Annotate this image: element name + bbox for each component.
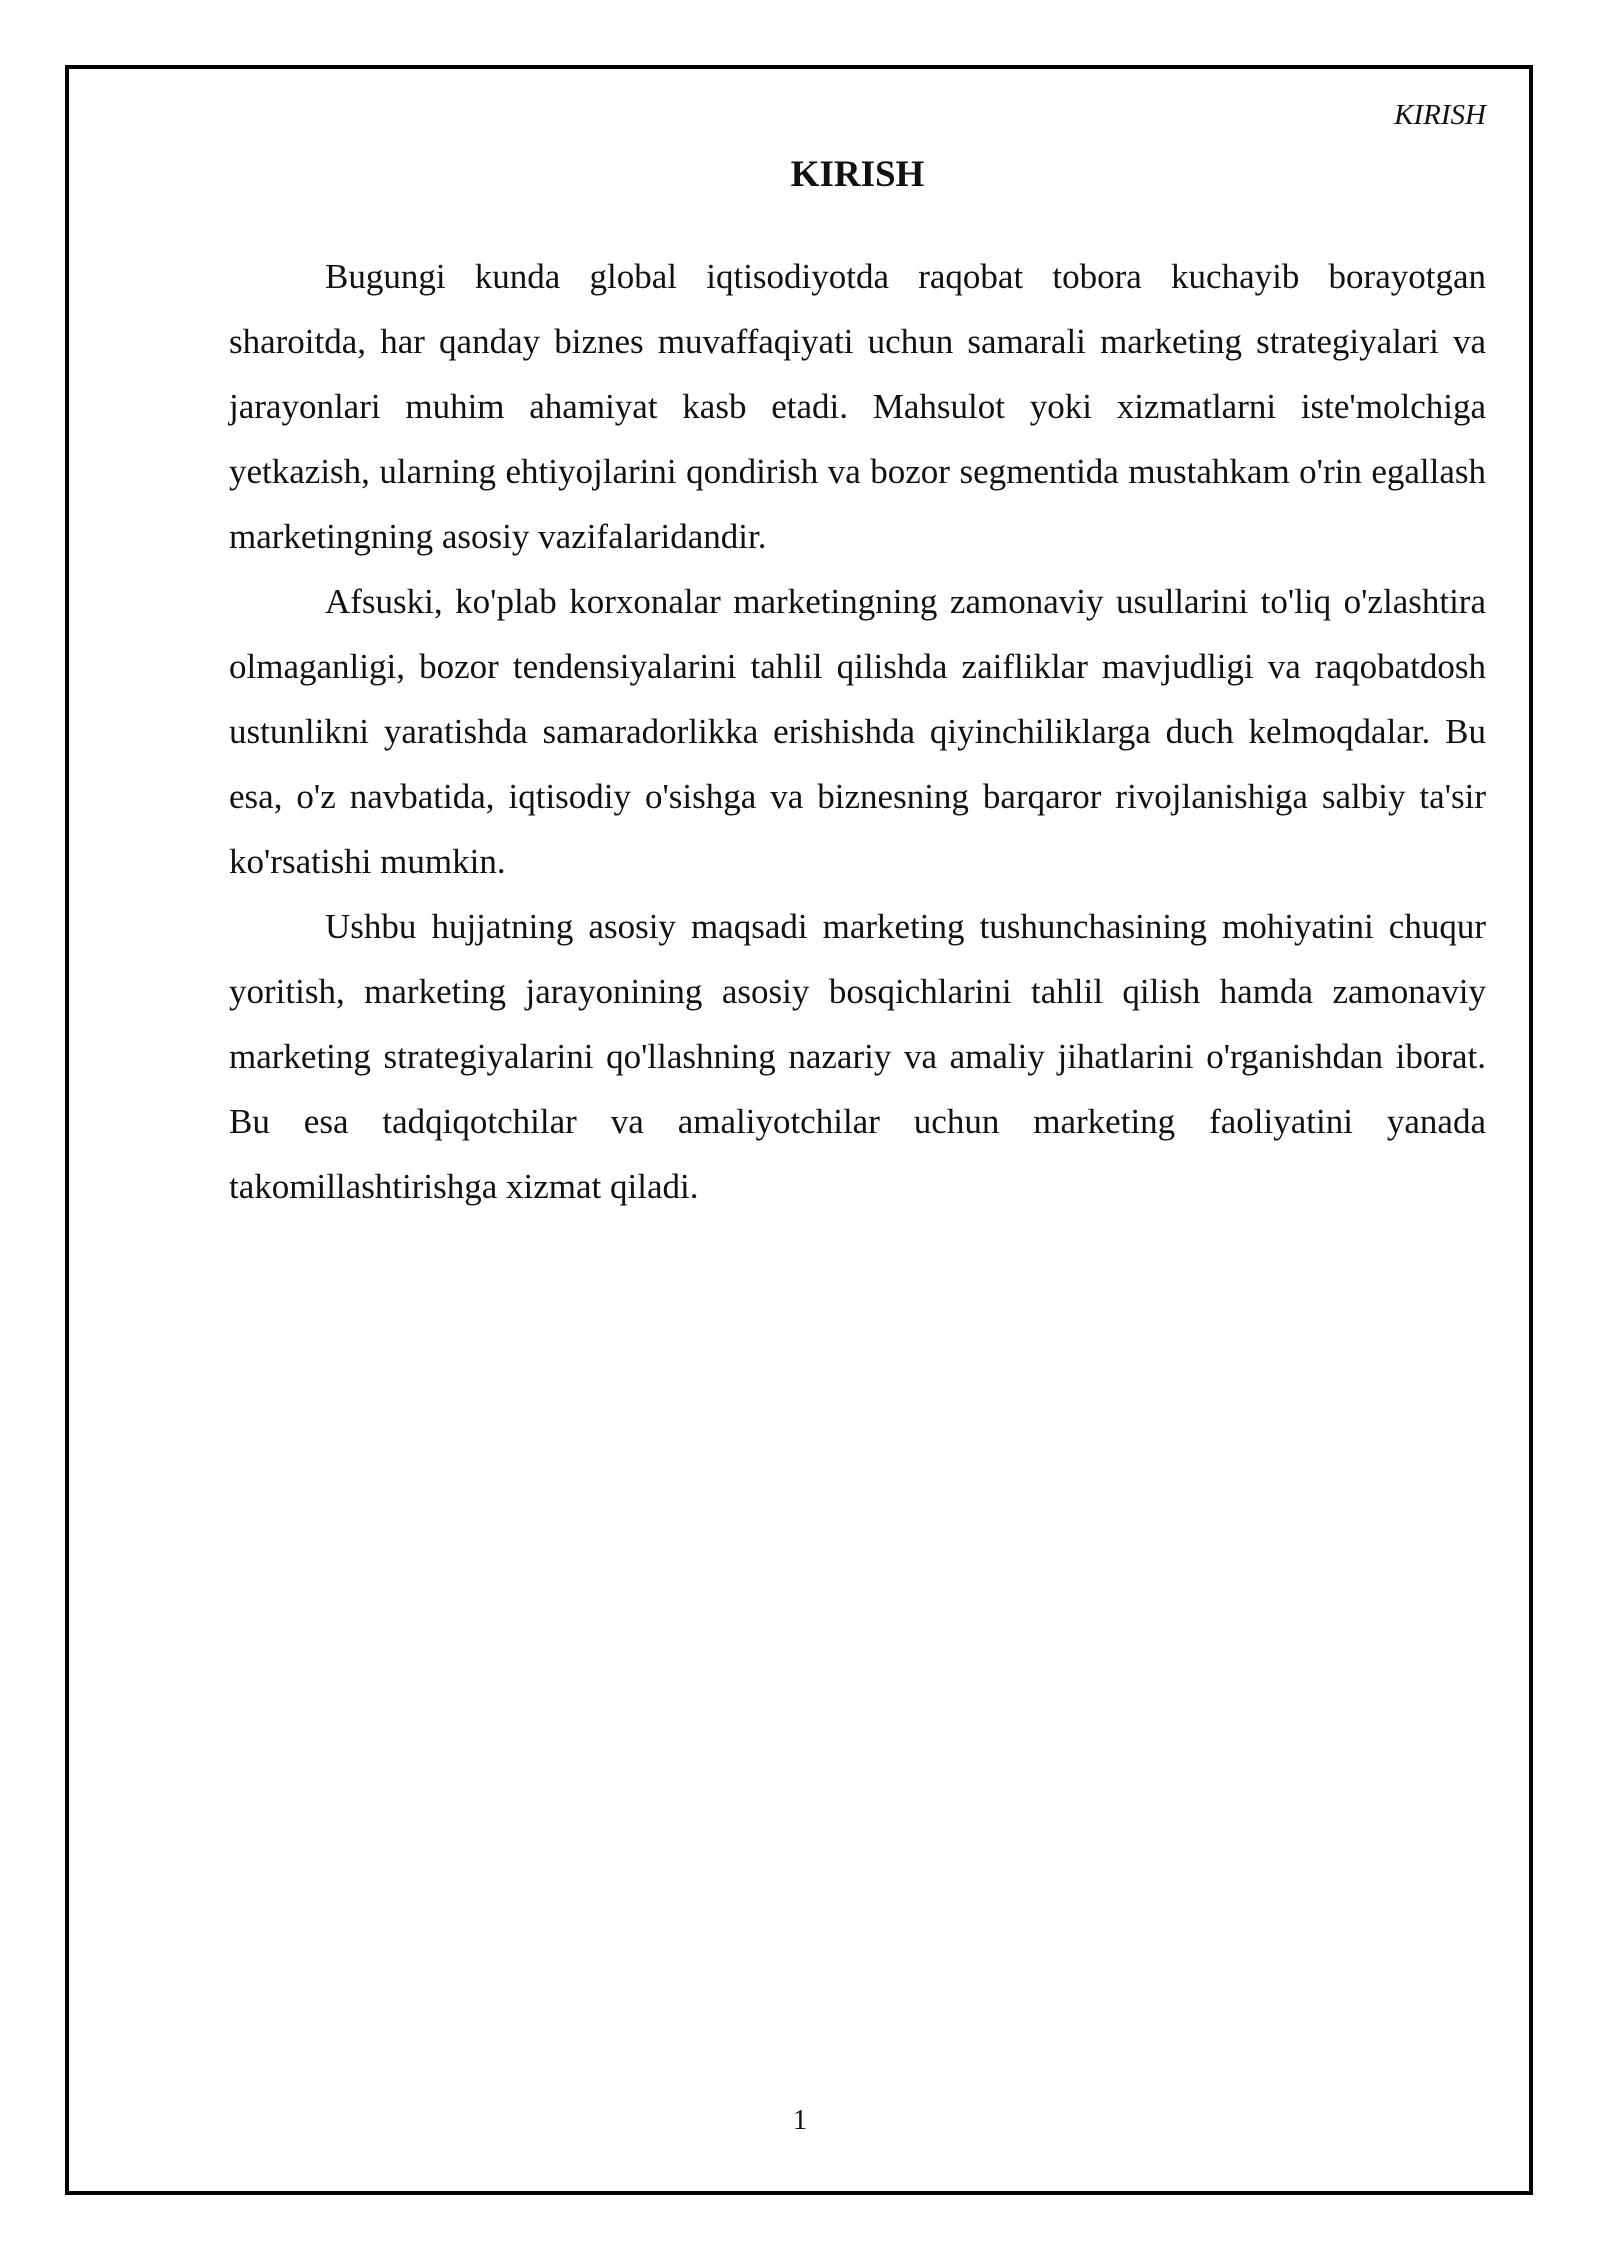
paragraph-3: Ushbu hujjatning asosiy maqsadi marketing tushunchasining mohiyatini chuqur yoritish, marketing jarayonining asosiy bosqichlarini tahlil qilish hamda zamonaviy marketing strategiyalarini qo'llashning nazariy va amaliy jihatlarini o'rganishdan iborat. Bu esa tadqiqotchilar va amaliyotchilar uchun marketing faoliyatini yanada takomillashtirishga xizmat qiladi. [229,907,1486,1206]
running-header: KIRISH [1394,99,1486,131]
paragraph-1: Bugungi kunda global iqtisodiyotda raqobat tobora kuchayib borayotgan sharoitda, har qanday biznes muvaffaqiyati uchun samarali marketing strategiyalari va jarayonlari muhim ahamiyat kasb etadi. Mahsulot yoki xizmatlarni iste'molchiga yetkazish, ularning ehtiyojlarini qondirish va bozor segmentida mustahkam o'rin egallash marketingning asosiy vazifalaridandir. [229,257,1486,556]
page-number: 1 [792,2104,808,2136]
document-body [229,244,1486,1219]
document-title: KIRISH [790,154,925,195]
paragraph-2: Afsuski, ko'plab korxonalar marketingning zamonaviy usullarini to'liq o'zlashtira olmaganligi, bozor tendensiyalarini tahlil qilishda zaifliklar mavjudligi va raqobatdosh ustunlikni yaratishda samaradorlikka erishishda qiyinchiliklarga duch kelmoqdalar. Bu esa, o'z navbatida, iqtisodiy o'sishga va biznesning barqaror rivojlanishiga salbiy ta'sir ko'rsatishi mumkin. [229,582,1486,881]
